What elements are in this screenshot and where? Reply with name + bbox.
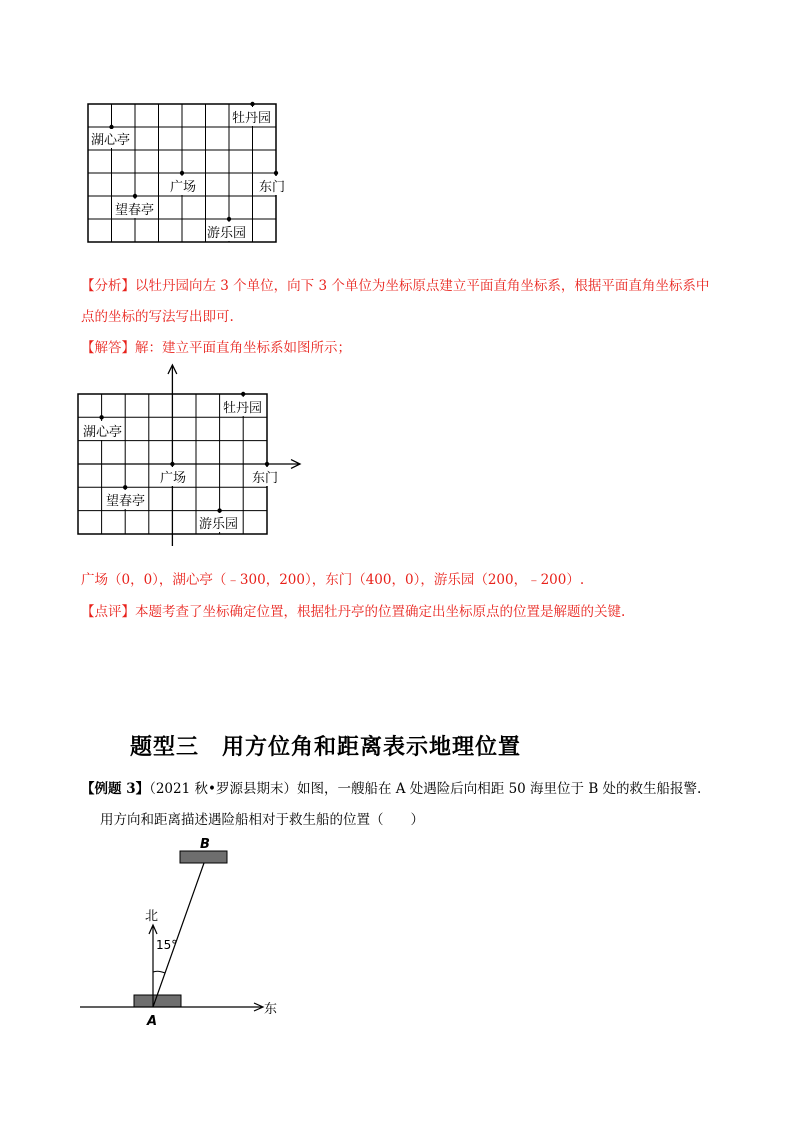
example-tag: 【例题 3】	[81, 781, 150, 797]
map1-label-peony-garden: 牡丹园	[232, 107, 271, 126]
answer-tag: 【解答】	[81, 340, 135, 356]
section-heading: 题型三 用方位角和距离表示地理位置	[130, 735, 522, 760]
example-line1	[81, 779, 701, 799]
map1-label-east-gate: 东门	[259, 176, 285, 195]
comment-line	[81, 602, 625, 622]
analysis-tag: 【分析】	[81, 278, 135, 294]
map1-figure	[0, 0, 800, 260]
comment-tag: 【点评】	[81, 604, 135, 620]
analysis-text-line2: 点的坐标的写法写出即可.	[81, 309, 234, 325]
map2-figure	[0, 360, 800, 560]
comment-text: 本题考查了坐标确定位置，根据牡丹亭的位置确定出坐标原点的位置是解题的关键.	[135, 604, 626, 620]
map1-label-lake-pavilion: 湖心亭	[91, 129, 130, 148]
label-angle: 15°	[156, 938, 178, 952]
map2-label-spring-pavilion: 望春亭	[106, 490, 145, 509]
rescue-ship-b	[180, 851, 227, 863]
example-text-line1: （2021 秋•罗源县期末）如图，一艘船在 A 处遇险后向相距 50 海里位于 B 处的救生船报警.	[149, 781, 702, 797]
map1-label-square: 广场	[170, 176, 196, 195]
analysis-line1	[81, 276, 709, 296]
map2-label-lake-pavilion: 湖心亭	[83, 421, 122, 440]
map1-label-spring-pavilion: 望春亭	[115, 199, 154, 218]
analysis-text-line1: 以牡丹园向左 3 个单位，向下 3 个单位为坐标原点建立平面直角坐标系，根据平面直角坐标系中	[135, 278, 710, 294]
label-a: A	[147, 1014, 158, 1029]
direction-diagram	[0, 830, 800, 1030]
distress-ship-a	[134, 995, 181, 1007]
direction-figure	[0, 830, 800, 1030]
map1-label-amusement-park: 游乐园	[207, 222, 246, 241]
example-text-line2: 用方向和距离描述遇险船相对于救生船的位置（ ）	[100, 812, 424, 828]
label-north: 北	[145, 909, 159, 924]
label-east: 东	[264, 1002, 278, 1017]
coordinates-text: 广场（0，0），湖心亭（﹣300，200），东门（400，0），游乐园（200，﹣200）.	[81, 572, 585, 588]
answer-line	[81, 338, 351, 358]
map2-label-east-gate: 东门	[252, 467, 278, 486]
map2-label-square: 广场	[160, 467, 186, 486]
map2-label-peony-garden: 牡丹园	[223, 397, 262, 416]
map2-label-amusement-park: 游乐园	[199, 513, 238, 532]
map2-grid	[0, 360, 800, 560]
label-b: B	[200, 837, 210, 852]
answer-text: 解：建立平面直角坐标系如图所示；	[135, 340, 351, 356]
